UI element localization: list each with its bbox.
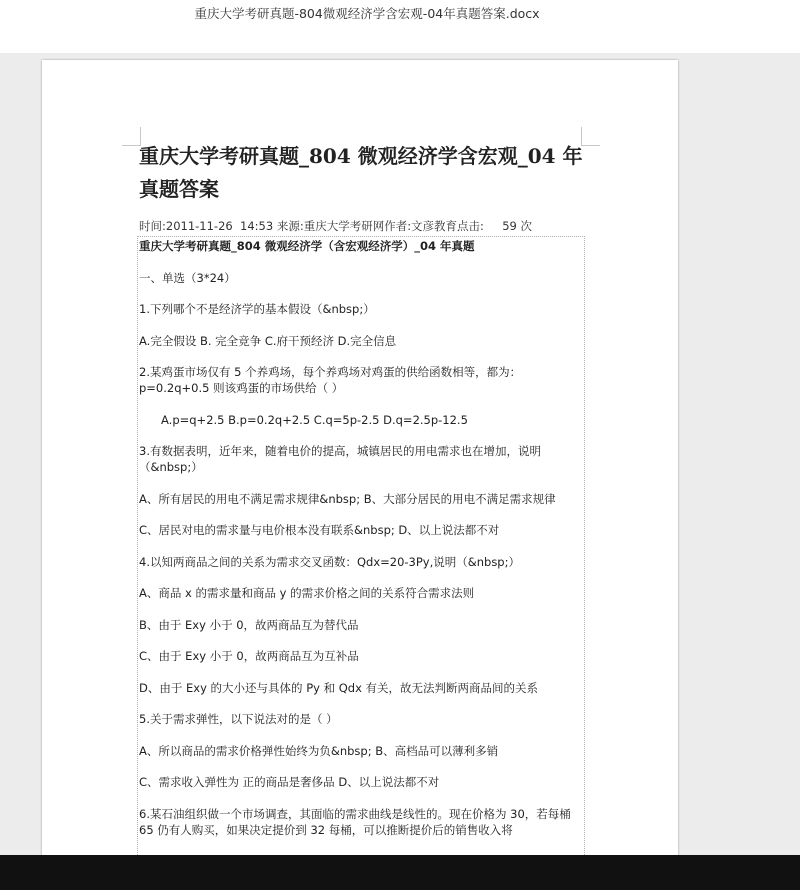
document-heading: 重庆大学考研真题_804 微观经济学含宏观_04 年真题答案 [139, 144, 583, 201]
bottom-bar [0, 855, 800, 890]
question-4: 4.以知两商品之间的关系为需求交叉函数：Qdx=20-3Py,说明（&nbsp;） [139, 554, 520, 569]
question-3: 3.有数据表明，近年来，随着电价的提高，城镇居民的用电需求也在增加，说明（&nbsp;） [139, 444, 541, 474]
question-1: 1.下列哪个不是经济学的基本假设（&nbsp;） [139, 302, 375, 316]
question-4-option-b: B、由于 Exy 小于 0，故两商品互为替代品 [139, 617, 359, 632]
question-4-option-d: D、由于 Exy 的大小还与具体的 Py 和 Qdx 有关，故无法判断两商品间的关系 [139, 680, 539, 695]
question-3-options-cd: C、居民对电的需求量与电价根本没有联系&nbsp; D、以上说法都不对 [139, 523, 500, 537]
document-page [42, 60, 678, 860]
body-subtitle: 重庆大学考研真题_804 微观经济学（含宏观经济学）_04 年真题 [139, 239, 475, 253]
question-4-option-c: C、由于 Exy 小于 0，故两商品互为互补品 [139, 649, 359, 663]
question-2: 2.某鸡蛋市场仅有 5 个养鸡场，每个养鸡场对鸡蛋的供给函数相等，都为：p=0.2q+0.5 则该鸡蛋的市场供给（ ） [139, 365, 522, 395]
document-body [139, 238, 584, 853]
section-heading: 一、单选（3*24） [139, 270, 236, 285]
article-meta: 时间:2011-11-26 14:53 来源:重庆大学考研网作者:文彦教育点击: 59 次 [139, 219, 533, 233]
question-4-option-a: A、商品 x 的需求量和商品 y 的需求价格之间的关系符合需求法则 [139, 586, 475, 600]
question-5: 5.关于需求弹性，以下说法对的是（ ） [139, 712, 338, 726]
question-3-options-ab: A、所有居民的用电不满足需求规律&nbsp; B、大部分居民的用电不满足需求规律 [139, 491, 556, 506]
question-5-options-cd: C、需求收入弹性为 正的商品是奢侈品 D、以上说法都不对 [139, 775, 440, 789]
document-filename: 重庆大学考研真题-804微观经济学含宏观-04年真题答案.docx [194, 6, 540, 21]
title-bar [0, 0, 800, 53]
document-viewer[interactable] [0, 53, 800, 855]
question-1-options: A.完全假设 B. 完全竞争 C.府干预经济 D.完全信息 [139, 333, 397, 348]
question-2-options: A.p=q+2.5 B.p=0.2q+2.5 C.q=5p-2.5 D.q=2.5p-12.5 [161, 412, 468, 427]
question-5-options-ab: A、所以商品的需求价格弹性始终为负&nbsp; B、高档品可以薄利多销 [139, 743, 499, 758]
question-6: 6.某石油组织做一个市场调查，其面临的需求曲线是线性的。现在价格为 30，若每桶 65 仍有人购买，如果决定提价到 32 每桶，可以推断提价后的销售收入将 [139, 806, 571, 837]
